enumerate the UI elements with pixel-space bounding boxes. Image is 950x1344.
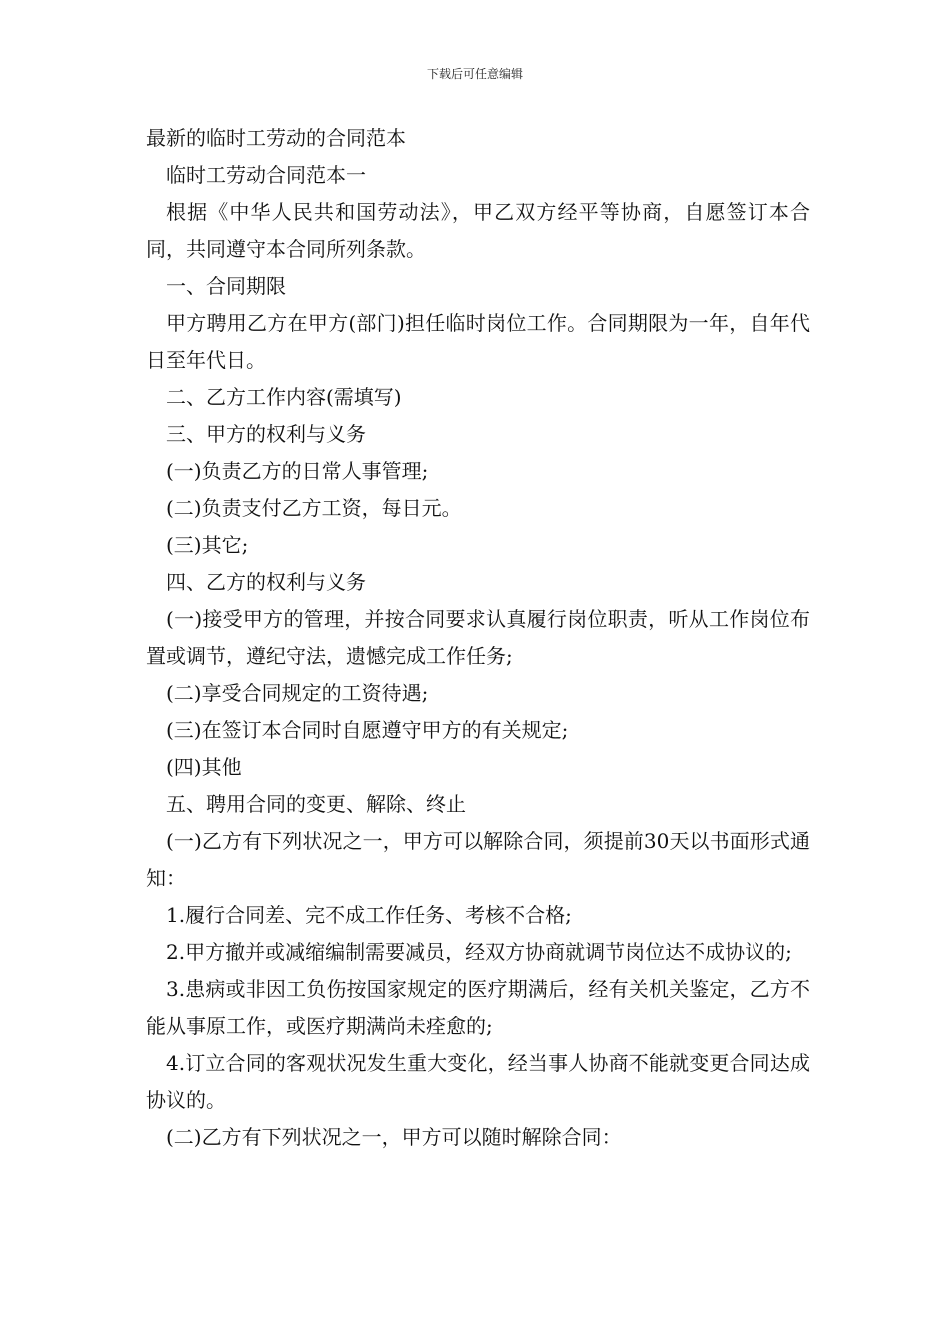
list-item: (一)乙方有下列状况之一，甲方可以解除合同，须提前30天以书面形式通知： <box>146 829 810 890</box>
contract-term-paragraph: 甲方聘用乙方在甲方(部门)担任临时岗位工作。合同期限为一年，自年代日至年代日。 <box>146 311 810 372</box>
list-item: (二)负责支付乙方工资，每日元。 <box>166 496 462 520</box>
list-item: (一)负责乙方的日常人事管理; <box>166 459 429 483</box>
section-subtitle: 临时工劳动合同范本一 <box>166 163 366 187</box>
list-item: 2.甲方撤并或减缩编制需要减员，经双方协商就调节岗位达不成协议的; <box>166 940 792 964</box>
heading-work-content: 二、乙方工作内容(需填写) <box>166 385 402 409</box>
document-title: 最新的临时工劳动的合同范本 <box>146 126 406 150</box>
list-item: (四)其他 <box>166 755 242 779</box>
list-item: (二)乙方有下列状况之一，甲方可以随时解除合同： <box>166 1125 622 1149</box>
heading-contract-change: 五、聘用合同的变更、解除、终止 <box>166 792 466 816</box>
list-item: 3.患病或非因工负伤按国家规定的医疗期满后，经有关机关鉴定，乙方不能从事原工作，或医疗期满尚未痊愈的; <box>146 977 810 1038</box>
list-item: (二)享受合同规定的工资待遇; <box>166 681 429 705</box>
list-item: 1.履行合同差、完不成工作任务、考核不合格; <box>166 903 572 927</box>
heading-party-a-rights: 三、甲方的权利与义务 <box>166 422 366 446</box>
heading-contract-term: 一、合同期限 <box>166 274 286 298</box>
document-body <box>146 120 810 1156</box>
heading-party-b-rights: 四、乙方的权利与义务 <box>166 570 366 594</box>
list-item: (一)接受甲方的管理，并按合同要求认真履行岗位职责，听从工作岗位布置或调节，遵纪守法，遗憾完成工作任务; <box>146 607 810 668</box>
list-item: 4.订立合同的客观状况发生重大变化，经当事人协商不能就变更合同达成协议的。 <box>146 1051 810 1112</box>
list-item: (三)其它; <box>166 533 249 557</box>
preamble-paragraph: 根据《中华人民共和国劳动法》，甲乙双方经平等协商，自愿签订本合同，共同遵守本合同所列条款。 <box>146 200 810 261</box>
page-header: 下载后可任意编辑 <box>426 67 523 81</box>
list-item: (三)在签订本合同时自愿遵守甲方的有关规定; <box>166 718 569 742</box>
